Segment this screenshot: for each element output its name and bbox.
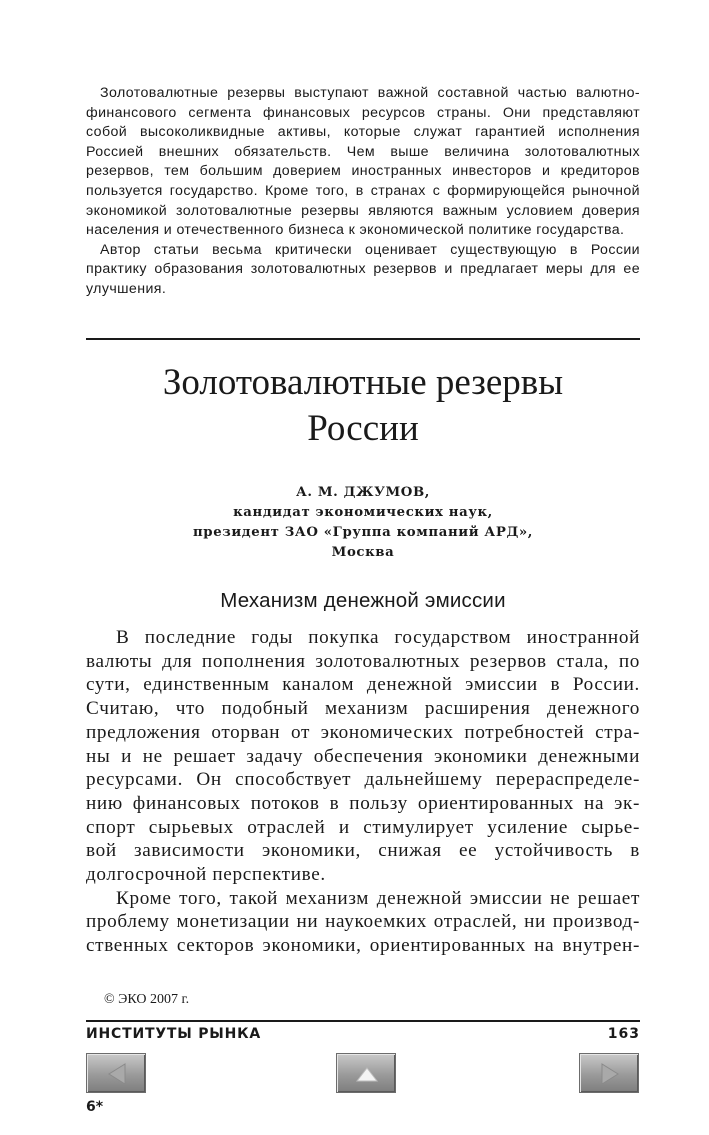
body-line: предложения оторван от экономических потребностей стра- bbox=[86, 721, 640, 743]
body-line: нию финансовых потоков в пользу ориентированных на эк- bbox=[86, 792, 640, 814]
author-name: А. М. ДЖУМОВ, bbox=[295, 485, 431, 500]
author-degree: кандидат экономических наук, bbox=[233, 505, 493, 520]
article-title-line: Золотовалютные резервы bbox=[162, 362, 564, 403]
body-line: ственных секторов экономики, ориентированных на внутрен- bbox=[86, 935, 640, 957]
footer-divider bbox=[86, 1020, 640, 1022]
abstract-paragraph: Автор статьи весьма критически оценивает существующую в России практику образования золотовалютных резервов и предлагает меры для ее улучшения. bbox=[86, 241, 640, 297]
body-line: спорт сырьевых отраслей и стимулирует усиление сырье- bbox=[86, 816, 640, 838]
abstract-paragraph: Золотовалютные резервы выступают важной составной частью валютно-финансового сегмента финансовых ресурсов страны. Они представляют собой высоколиквидные активы, которые служат гарантией исполнения Россией внешних обязательств. Чем выше величина золотовалютных резервов, тем большим доверием иностранных инвесторов и кредиторов пользуется государство. Кроме того, в странах с формирующейся рыночной экономикой золотовалютные резервы являются важным условием доверия населения и отечественного бизнеса к экономической политике государства. bbox=[86, 85, 640, 239]
body-line: ресурсами. Он способствует дальнейшему перераспределе- bbox=[86, 769, 640, 791]
page-number: 163 bbox=[607, 1026, 640, 1042]
author-city: Москва bbox=[331, 545, 395, 560]
body-line: валюты для пополнения золотовалютных резервов стала, по bbox=[86, 650, 640, 672]
article-title bbox=[86, 360, 640, 452]
body-line: проблему монетизации ни наукоемких отраслей, ни производ- bbox=[86, 911, 640, 933]
body-line: В последние годы покупка государством иностранной bbox=[116, 627, 640, 648]
body-line: Кроме того, такой механизм денежной эмиссии не решает bbox=[116, 887, 640, 909]
body-line: долгосрочной перспективе. bbox=[86, 864, 326, 886]
abstract bbox=[86, 84, 640, 300]
previous-page-button[interactable] bbox=[86, 1053, 146, 1093]
body-line: ны и не решает задачу обеспечения экономики денежными bbox=[86, 745, 640, 767]
body-line: сути, единственным каналом денежной эмиссии в России. bbox=[86, 674, 640, 696]
next-page-button[interactable] bbox=[579, 1053, 639, 1093]
section-heading: Механизм денежной эмиссии bbox=[220, 589, 506, 612]
article-title-line: России bbox=[307, 408, 419, 449]
body-line: Считаю, что подобный механизм расширения денежного bbox=[86, 698, 640, 720]
author-block bbox=[86, 483, 640, 563]
author-position: президент ЗАО «Группа компаний АРД», bbox=[192, 525, 534, 540]
header-divider bbox=[86, 338, 640, 340]
sheet-signature-mark: 6* bbox=[86, 1099, 104, 1115]
body-line: вой зависимости экономики, снижая ее устойчивость в bbox=[86, 840, 640, 862]
arrow-left-icon bbox=[87, 1054, 147, 1094]
journal-section-label: ИНСТИТУТЫ РЫНКА bbox=[86, 1026, 262, 1042]
arrow-up-icon bbox=[337, 1054, 397, 1094]
up-button[interactable] bbox=[336, 1053, 396, 1093]
arrow-right-icon bbox=[580, 1054, 640, 1094]
copyright-notice: © ЭКО 2007 г. bbox=[104, 992, 190, 1007]
article-body bbox=[86, 626, 640, 958]
